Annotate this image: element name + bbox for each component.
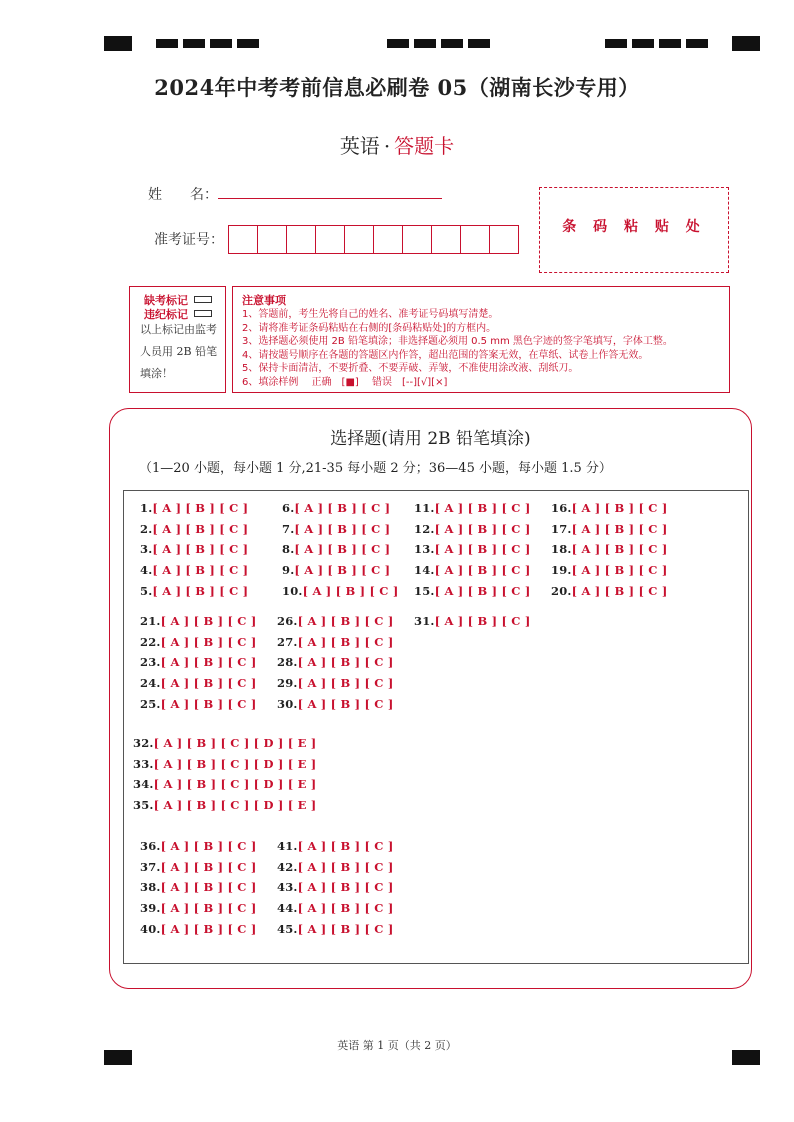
question-number: 41. [277, 839, 298, 853]
question-number: 7. [282, 521, 295, 536]
card-subtitle [0, 130, 794, 159]
exam-number-boxes[interactable] [228, 225, 519, 254]
exam-number-cell[interactable] [258, 226, 287, 253]
question-number: 45. [277, 921, 298, 936]
question-row[interactable] [551, 542, 667, 556]
question-row[interactable] [133, 777, 316, 791]
question-number: 2. [140, 521, 153, 536]
question-row[interactable] [551, 584, 667, 598]
question-row[interactable] [282, 584, 398, 598]
answer-options[interactable]: [ A ] [ B ] [ C ] [160, 921, 257, 936]
question-number: 37. [140, 859, 161, 874]
separator-dot: · [383, 134, 391, 158]
notice-title: 注意事项 [242, 294, 286, 307]
question-row[interactable] [277, 922, 393, 936]
question-number: 6. [282, 501, 295, 515]
question-row[interactable] [140, 542, 248, 556]
answer-options[interactable]: [ A ] [ B ] [ C ] [ D ] [ E ] [153, 736, 317, 750]
question-number: 24. [140, 676, 161, 691]
absent-mark-label: 缺考标记 [144, 294, 188, 307]
question-row[interactable] [133, 757, 316, 771]
answer-options[interactable]: [ A ] [ B ] [ C ] [434, 542, 531, 557]
question-number: 9. [282, 563, 295, 578]
question-row[interactable] [140, 584, 248, 598]
question-row[interactable] [551, 501, 667, 515]
question-number: 11. [414, 501, 435, 515]
answer-options[interactable]: [ A ] [ B ] [ C ] [297, 676, 394, 691]
question-number: 22. [140, 634, 161, 649]
question-row[interactable] [277, 614, 393, 628]
question-row[interactable] [282, 522, 390, 536]
violation-mark-box[interactable] [194, 310, 212, 317]
answer-options[interactable]: [ A ] [ B ] [ C ] [160, 859, 257, 874]
card-label: 答题卡 [394, 134, 455, 158]
question-row[interactable] [282, 542, 390, 556]
answer-options[interactable]: [ A ] [ B ] [ C ] [297, 614, 394, 628]
answer-options[interactable]: [ A ] [ B ] [ C ] [152, 542, 249, 557]
question-row[interactable] [277, 839, 393, 853]
timing-mark [605, 39, 627, 48]
answer-options[interactable]: [ A ] [ B ] [ C ] [160, 634, 257, 649]
question-number: 4. [140, 563, 153, 578]
marks-note: 以上标记由监考人员用 2B 铅笔填涂！ [140, 323, 218, 380]
answer-options[interactable]: [ A ] [ B ] [ C ] [152, 521, 249, 536]
question-number: 3. [140, 542, 153, 557]
answer-options[interactable]: [ A ] [ B ] [ C ] [160, 655, 257, 670]
question-number: 27. [277, 634, 298, 649]
exam-number-cell[interactable] [403, 226, 432, 253]
question-row[interactable] [414, 522, 530, 536]
timing-mark [210, 39, 232, 48]
answer-options[interactable]: [ A ] [ B ] [ C ] [ D ] [ E ] [153, 756, 317, 771]
question-row[interactable] [277, 655, 393, 669]
question-row[interactable] [140, 635, 256, 649]
exam-number-label: 准考证号： [154, 232, 224, 248]
answer-options[interactable]: [ A ] [ B ] [ C ] [160, 614, 257, 628]
question-number: 14. [414, 563, 435, 578]
answer-options[interactable]: [ A ] [ B ] [ C ] [302, 583, 399, 598]
question-row[interactable] [133, 736, 316, 750]
notice-item: 4、请按题号顺序在各题的答题区内作答，超出范围的答案无效，在草纸、试卷上作答无效。 [242, 349, 649, 361]
timing-mark [632, 39, 654, 48]
answer-options[interactable]: [ A ] [ B ] [ C ] [297, 839, 394, 853]
timing-mark [156, 39, 178, 48]
choice-scoring-note: （1—20 小题，每小题 1 分,21-35 每小题 2 分；36—45 小题，每小题 1.5 分） [139, 461, 612, 476]
marks-box [129, 286, 226, 393]
question-row[interactable] [277, 901, 393, 915]
question-number: 1. [140, 501, 153, 515]
answer-options[interactable]: [ A ] [ B ] [ C ] [434, 583, 531, 598]
name-field[interactable] [218, 198, 442, 199]
answer-options[interactable]: [ A ] [ B ] [ C ] [297, 696, 394, 711]
question-row[interactable] [414, 563, 530, 577]
question-number: 8. [282, 542, 295, 557]
question-row[interactable] [140, 839, 256, 853]
question-row[interactable] [140, 614, 256, 628]
question-row[interactable] [140, 880, 256, 894]
exam-number-cell[interactable] [490, 226, 518, 253]
question-row[interactable] [140, 655, 256, 669]
question-number: 18. [551, 542, 572, 557]
answer-options[interactable]: [ A ] [ B ] [ C ] [297, 901, 394, 916]
question-row[interactable] [277, 860, 393, 874]
notice-item: 2、请将准考证条码粘贴在右侧的[条码粘贴处]的方框内。 [242, 322, 497, 334]
question-row[interactable] [140, 860, 256, 874]
answer-options[interactable]: [ A ] [ B ] [ C ] [160, 696, 257, 711]
timing-mark [387, 39, 409, 48]
notice-item: 5、保持卡面清洁，不要折叠、不要弄破、弄皱，不准使用涂改液、刮纸刀。 [242, 363, 579, 374]
question-row[interactable] [140, 676, 256, 690]
question-number: 16. [551, 501, 572, 515]
question-number: 12. [414, 521, 435, 536]
question-row[interactable] [551, 522, 667, 536]
answer-options[interactable]: [ A ] [ B ] [ C ] [ D ] [ E ] [153, 777, 317, 792]
answer-options[interactable]: [ A ] [ B ] [ C ] [160, 676, 257, 691]
timing-mark [237, 39, 259, 48]
question-number: 43. [277, 880, 298, 895]
answer-options[interactable]: [ A ] [ B ] [ C ] [152, 501, 249, 515]
question-row[interactable] [282, 563, 390, 577]
question-row[interactable] [140, 697, 256, 711]
notice-item: 3、选择题必须使用 2B 铅笔填涂；非选择题必须用 0.5 mm 黑色字迹的签字笔填写，字体工整。 [242, 336, 673, 347]
question-row[interactable] [133, 798, 316, 812]
exam-number-cell[interactable] [345, 226, 374, 253]
violation-mark-label: 违纪标记 [144, 308, 188, 321]
question-row[interactable] [277, 880, 393, 894]
exam-number-cell[interactable] [432, 226, 461, 253]
answer-options[interactable]: [ A ] [ B ] [ C ] [571, 563, 668, 578]
answer-options[interactable]: [ A ] [ B ] [ C ] [571, 501, 668, 515]
question-number: 28. [277, 655, 298, 670]
timing-mark [183, 39, 205, 48]
page-footer: 英语 第 1 页（共 2 页） [337, 1039, 457, 1052]
question-row[interactable] [140, 563, 248, 577]
registration-mark-top-left [104, 36, 132, 51]
answer-options[interactable]: [ A ] [ B ] [ C ] [160, 901, 257, 916]
question-number: 44. [277, 901, 298, 916]
question-number: 25. [140, 696, 161, 711]
question-row[interactable] [414, 501, 530, 515]
absent-mark-box[interactable] [194, 296, 212, 303]
question-number: 20. [551, 583, 572, 598]
answer-options[interactable]: [ A ] [ B ] [ C ] [571, 583, 668, 598]
question-number: 33. [133, 756, 154, 771]
question-number: 36. [140, 839, 161, 853]
question-row[interactable] [140, 501, 248, 515]
registration-mark-top-right [732, 36, 760, 51]
barcode-label: 条 码 粘 贴 处 [562, 219, 706, 235]
exam-number-cell[interactable] [229, 226, 258, 253]
question-number: 13. [414, 542, 435, 557]
page-title: 2024年中考考前信息必刷卷 05（湖南长沙专用） [154, 75, 640, 100]
question-row[interactable] [277, 676, 393, 690]
answer-options[interactable]: [ A ] [ B ] [ C ] [294, 563, 391, 578]
question-number: 39. [140, 901, 161, 916]
question-number: 21. [140, 614, 161, 628]
exam-number-cell[interactable] [287, 226, 316, 253]
question-row[interactable] [140, 901, 256, 915]
name-label: 姓 名： [148, 187, 218, 203]
question-number: 10. [282, 583, 303, 598]
question-row[interactable] [140, 922, 256, 936]
timing-mark [659, 39, 681, 48]
answer-options[interactable]: [ A ] [ B ] [ C ] [297, 921, 394, 936]
answer-options[interactable]: [ A ] [ B ] [ C ] [ D ] [ E ] [153, 798, 317, 813]
question-number: 26. [277, 614, 298, 628]
exam-number-cell[interactable] [461, 226, 490, 253]
question-row[interactable] [414, 614, 530, 628]
answer-options[interactable]: [ A ] [ B ] [ C ] [294, 521, 391, 536]
question-number: 19. [551, 563, 572, 578]
exam-number-cell[interactable] [316, 226, 345, 253]
question-number: 38. [140, 880, 161, 895]
timing-mark [468, 39, 490, 48]
question-row[interactable] [414, 542, 530, 556]
answer-options[interactable]: [ A ] [ B ] [ C ] [294, 542, 391, 557]
answer-options[interactable]: [ A ] [ B ] [ C ] [434, 614, 531, 628]
question-row[interactable] [277, 697, 393, 711]
timing-mark [441, 39, 463, 48]
subject-label: 英语 [339, 134, 380, 158]
question-number: 17. [551, 521, 572, 536]
question-number: 42. [277, 859, 298, 874]
question-number: 31. [414, 614, 435, 628]
question-row[interactable] [551, 563, 667, 577]
answer-options[interactable]: [ A ] [ B ] [ C ] [571, 542, 668, 557]
question-number: 29. [277, 676, 298, 691]
answer-options[interactable]: [ A ] [ B ] [ C ] [434, 501, 531, 515]
answer-options[interactable]: [ A ] [ B ] [ C ] [160, 880, 257, 895]
answer-options[interactable]: [ A ] [ B ] [ C ] [294, 501, 391, 515]
question-number: 32. [133, 736, 154, 750]
answer-options[interactable]: [ A ] [ B ] [ C ] [297, 859, 394, 874]
answer-options[interactable]: [ A ] [ B ] [ C ] [571, 521, 668, 536]
question-row[interactable] [277, 635, 393, 649]
question-number: 30. [277, 696, 298, 711]
question-number: 15. [414, 583, 435, 598]
question-number: 23. [140, 655, 161, 670]
notice-item: 1、答题前，考生先将自己的姓名、准考证号码填写清楚。 [242, 309, 499, 320]
answer-options[interactable]: [ A ] [ B ] [ C ] [152, 583, 249, 598]
answer-options[interactable]: [ A ] [ B ] [ C ] [297, 655, 394, 670]
answer-options[interactable]: [ A ] [ B ] [ C ] [152, 563, 249, 578]
answer-options[interactable]: [ A ] [ B ] [ C ] [434, 563, 531, 578]
notice-item: 6、填涂样例 正确 [■] 错误 [--][√][×] [242, 376, 448, 388]
question-number: 34. [133, 777, 154, 792]
answer-options[interactable]: [ A ] [ B ] [ C ] [160, 839, 257, 853]
question-number: 40. [140, 921, 161, 936]
question-number: 35. [133, 798, 154, 813]
answer-options[interactable]: [ A ] [ B ] [ C ] [297, 634, 394, 649]
question-row[interactable] [414, 584, 530, 598]
exam-number-cell[interactable] [374, 226, 403, 253]
question-row[interactable] [140, 522, 248, 536]
notice-box [232, 286, 730, 393]
question-row[interactable] [282, 501, 390, 515]
timing-mark [686, 39, 708, 48]
answer-options[interactable]: [ A ] [ B ] [ C ] [434, 521, 531, 536]
choice-section-title: 选择题(请用 2B 铅笔填涂) [330, 429, 531, 449]
answer-options[interactable]: [ A ] [ B ] [ C ] [297, 880, 394, 895]
timing-mark [414, 39, 436, 48]
question-number: 5. [140, 583, 153, 598]
